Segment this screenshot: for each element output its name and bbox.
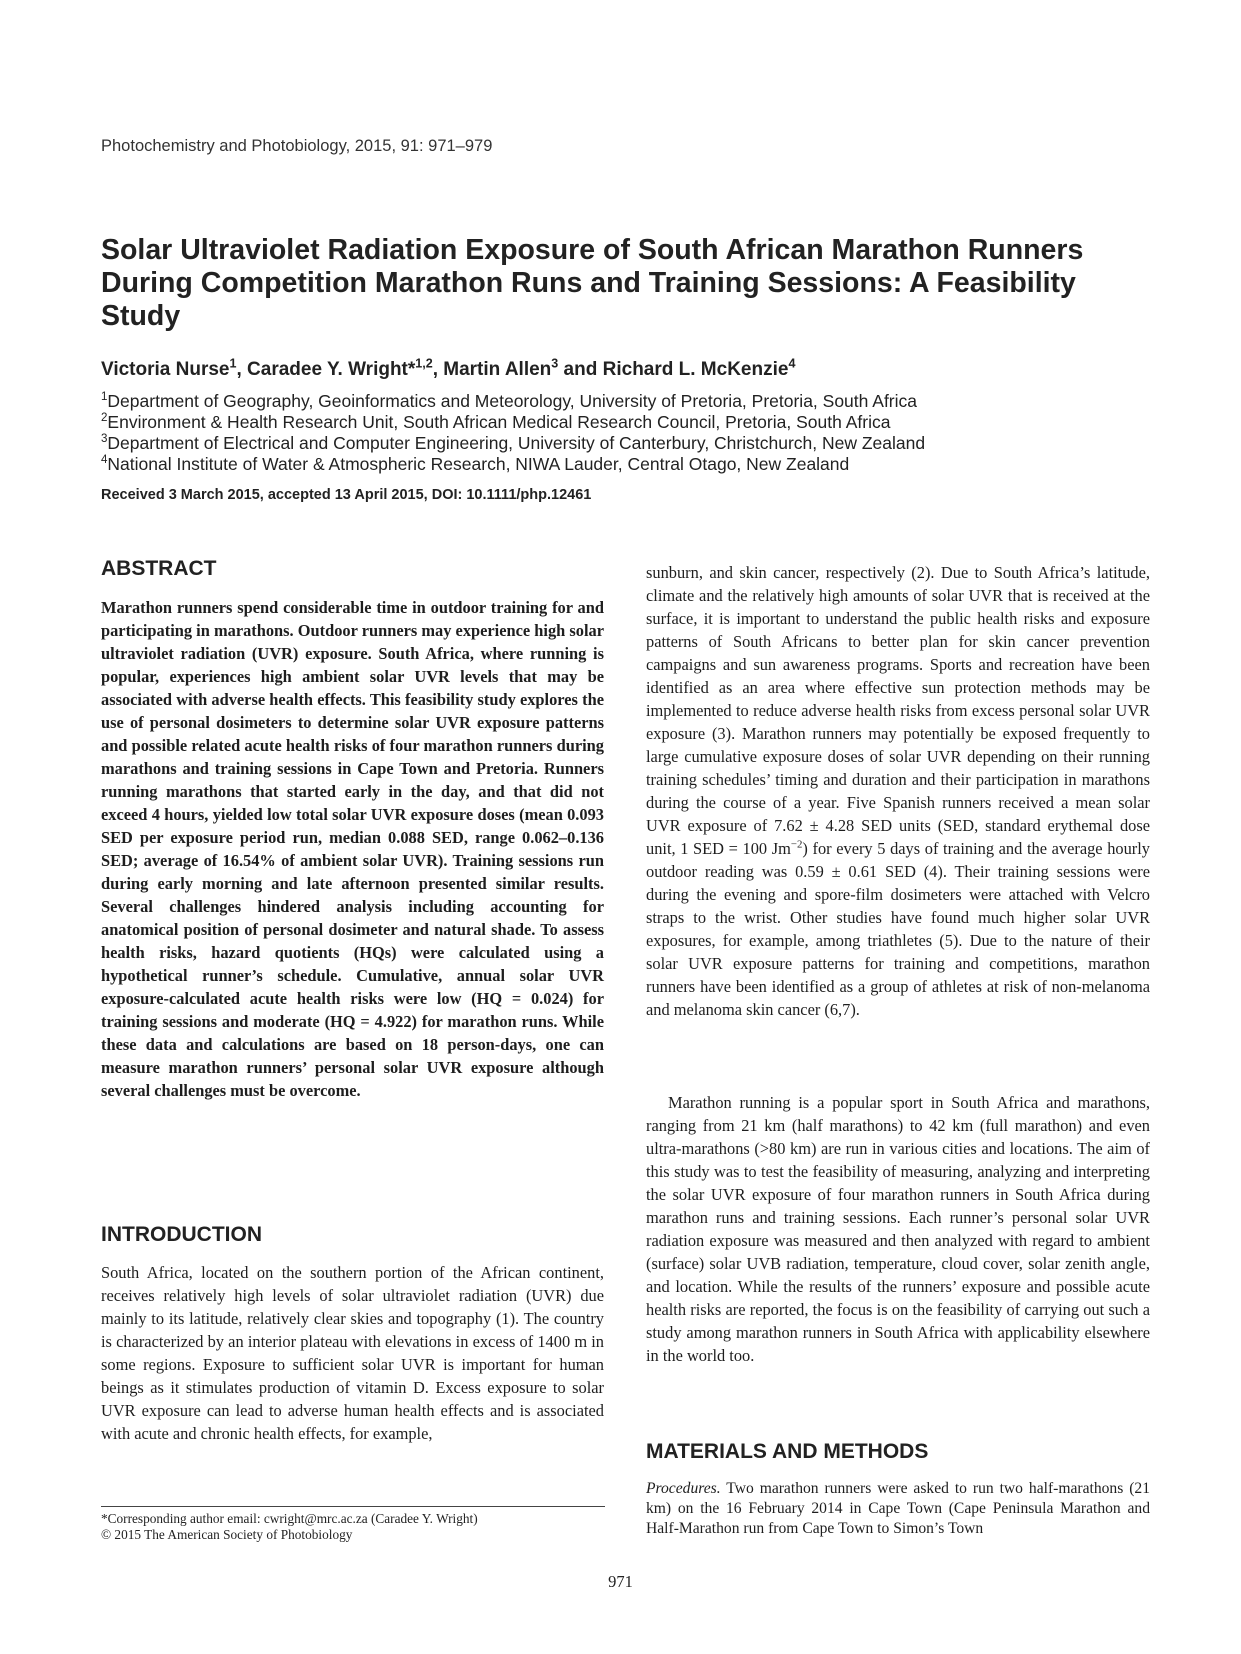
introduction-paragraph: South Africa, located on the southern portion of the African continent, receives relatively high levels of solar ultraviolet radiation (UVR) due mainly to its latitude, relatively clear skies and topography (1). The country is characterized by an interior plateau with elevations in excess of 1400 m in some regions. Exposure to sufficient solar UVR is important for human beings as it stimulates production of vitamin D. Excess exposure to solar UVR exposure can lead to adverse human health effects and is associated with acute and chronic health effects, for example, xyxy=(101,1263,604,1443)
affiliation: $^2$Environment & Health Research Unit, South African Medical Research Council, Pretoria, South Africa xyxy=(101,412,891,432)
journal-citation: Photochemistry and Photobiology, 2015, 91: 971–979 xyxy=(101,137,493,155)
introduction-paragraph-aim: Marathon running is a popular sport in South Africa and marathons, ranging from 21 km (half marathons) to 42 km (full marathon) and even ultra-marathons (>80 km) are run in various cities and locations. The aim of this study was to test the feasibility of measuring, analyzing and interpreting the solar UVR exposure of four marathon runners in South Africa during marathon runs and training sessions. Each runner’s personal solar UVR radiation exposure was measured and then analyzed with regard to ambient (surface) solar UVB radiation, temperature, cloud cover, solar zenith angle, and location. While the results of the runners’ exposure and possible acute health risks are reported, the focus is on the feasibility of carrying out such a study among marathon runners in South Africa with applicability elsewhere in the world too. xyxy=(646,1093,1150,1365)
footnotes xyxy=(101,1511,478,1543)
footnote-divider xyxy=(101,1506,605,1507)
page-number: 971 xyxy=(608,1572,633,1591)
author: Caradee Y. Wright*$^{1,2}$, xyxy=(247,356,444,380)
affiliation-list xyxy=(101,391,925,475)
methods-paragraph: Procedures. Two marathon runners were asked to run two half-marathons (21 km) on the 16 February 2014 in Cape Town (Cape Peninsula Marathon and Half-Marathon run from Cape Town to Simon’s Town xyxy=(646,1480,1150,1537)
methods-heading: MATERIALS AND METHODS xyxy=(646,1440,929,1463)
procedures-label: Procedures. xyxy=(646,1480,721,1497)
affiliation: $^4$National Institute of Water & Atmospheric Research, NIWA Lauder, Central Otago, New Zealand xyxy=(101,454,850,474)
author: Richard L. McKenzie$^4$ xyxy=(602,356,796,380)
affiliation: $^3$Department of Electrical and Computer Engineering, University of Canterbury, Christchurch, New Zealand xyxy=(101,433,926,453)
affiliation: $^1$Department of Geography, Geoinformatics and Meteorology, University of Pretoria, Pretoria, South Africa xyxy=(101,391,918,411)
received-date-doi: Received 3 March 2015, accepted 13 April 2015, DOI: 10.1111/php.12461 xyxy=(101,487,592,503)
copyright-note: © 2015 The American Society of Photobiology xyxy=(101,1527,353,1542)
abstract-body: Marathon runners spend considerable time in outdoor training for and participating in marathons. Outdoor runners may experience high solar ultraviolet radiation (UVR) exposure. South Africa, where running is popular, experiences high ambient solar UVR levels that may be associated with adverse health effects. This feasibility study explores the use of personal dosimeters to determine solar UVR exposure patterns and possible related acute health risks of four marathon runners during marathons and training sessions in Cape Town and Pretoria. Runners running marathons that started early in the day, and that did not exceed 4 hours, yielded low total solar UVR exposure doses (mean 0.093 SED per exposure period run, median 0.088 SED, range 0.062–0.136 SED; average of 16.54% of ambient solar UVR). Training sessions run during early morning and late afternoon presented similar results. Several challenges hindered analysis including accounting for anatomical position of personal dosimeter and natural shade. To assess health risks, hazard quotients (HQs) were calculated using a hypothetical runner’s schedule. Cumulative, annual solar UVR exposure-calculated acute health risks were low (HQ = 0.024) for training sessions and moderate (HQ = 4.922) for marathon runs. While these data and calculations are based on 18 person-days, one can measure marathon runners’ personal solar UVR exposure although several challenges must be overcome. xyxy=(101,598,604,1100)
introduction-heading: INTRODUCTION xyxy=(101,1223,262,1246)
author-list xyxy=(101,356,796,381)
author: Victoria Nurse$^1$, xyxy=(101,356,248,380)
introduction-paragraph-continued: sunburn, and skin cancer, respectively (2). Due to South Africa’s latitude, climate and the relatively high amounts of solar UVR that is received at the surface, it is important to understand the public health risks and exposure patterns of South Africans to better plan for skin cancer prevention campaigns and sun awareness programs. Sports and recreation have been identified as an area where effective sun protection methods may be implemented to reduce adverse health risks from excess personal solar UVR exposure (3). Marathon runners may potentially be exposed frequently to large cumulative exposure doses of solar UVR depending on their running training schedules’ timing and duration and their participation in marathons during the course of a year. Five Spanish runners received a mean solar UVR exposure of 7.62 ± 4.28 SED units (SED, standard erythemal dose unit, 1 SED = 100 $Jm^{-2}$) for every 5 days of training and the average hourly outdoor reading was 0.59 ± 0.61 SED (4). Their training sessions were during the evening and spore-film dosimeters were attached with Velcro straps to the wrist. Other studies have found much higher solar UVR exposures, for example, among triathletes (5). Due to the nature of their solar UVR exposure patterns for training and competitions, marathon runners have been identified as a group of athletes at risk of non-melanoma and melanoma skin cancer (6,7). xyxy=(646,563,1150,1019)
corresponding-author-note: *Corresponding author email: cwright@mrc.ac.za (Caradee Y. Wright) xyxy=(101,1511,478,1526)
abstract-heading: ABSTRACT xyxy=(101,557,217,580)
author: Martin Allen$^3$ and xyxy=(443,356,603,380)
article-title: Solar Ultraviolet Radiation Exposure of South African Marathon Runners During Competition Marathon Runs and Training Sessions: A Feasibility Study xyxy=(101,234,1084,332)
